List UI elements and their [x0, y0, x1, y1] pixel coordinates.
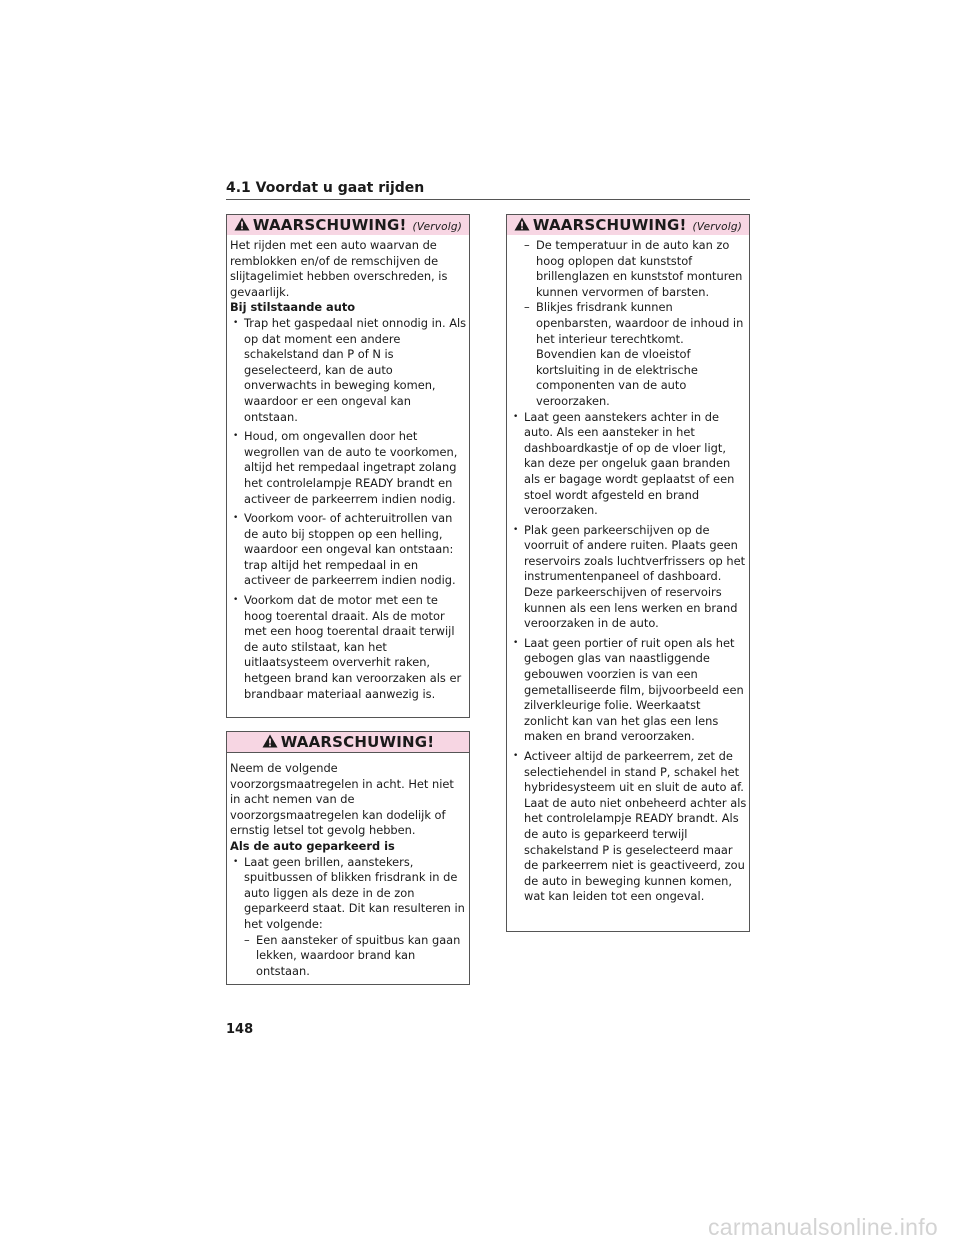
bullet-item: • Voorkom dat de motor met een te hoog toerental draait. Als de motor met een hoog toerental draait terwijl de auto stilstaat, kan het uitlaatsysteem oververhit raken, hetgeen brand kan veroorzaken als er brandbaar materiaal aanwezig is. [230, 593, 467, 702]
subheading: Als de auto geparkeerd is [230, 838, 395, 853]
bullet-item: • Laat geen portier of ruit open als het gebogen glas van naastliggende gebouwen voorzien is van een gemetalliseerde film, bijvoorbeeld een zilverkleurige folie. Weerkaatst zonlicht kan van het glas een lens maken en brand veroorzaken. [510, 636, 747, 745]
warning-box-continued-left [226, 214, 470, 718]
bullet-item: • Laat geen aanstekers achter in de auto. Als een aansteker in het dashboardkastje of op de vloer ligt, kan deze per ongeluk gaan branden als er bagage wordt geplaatst of een stoel wordt afgesteld en brand veroorzaken. [510, 410, 747, 519]
warning-header [507, 215, 749, 235]
bullet-item: • Laat geen brillen, aanstekers, spuitbussen of blikken frisdrank in de auto liggen als deze in de zon geparkeerd staat. Dit kan resulteren in het volgende: [230, 855, 467, 933]
section-header: 4.1 Voordat u gaat rijden [226, 180, 750, 200]
warning-header [227, 215, 469, 235]
bullet-item: • Voorkom voor- of achteruitrollen van de auto bij stoppen op een helling, waardoor een ongeval kan ontstaan: trap altijd het rempedaal in en activeer de parkeerrem indien nodig. [230, 511, 467, 589]
bullet-item: • Plak geen parkeerschijven op de voorruit of andere ruiten. Plaats geen reservoirs zoals luchtverfrissers op het instrumentenpaneel of dashboard. Deze parkeerschijven of reservoirs kunnen als een lens werken en brand veroorzaken in de auto. [510, 523, 747, 632]
continued-label: (Vervolg) [412, 221, 463, 233]
watermark: carmanualsonline.info [707, 1214, 938, 1240]
warning-title: WAARSCHUWING! [532, 216, 687, 234]
continued-label: (Vervolg) [692, 221, 743, 233]
warning-triangle-icon [514, 217, 530, 231]
warning-title: WAARSCHUWING! [280, 733, 435, 751]
warning-box-parked [226, 731, 470, 985]
dash-item: – De temperatuur in de auto kan zo hoog oplopen dat kunststof brillenglazen en kunststof monturen kunnen vervormen of barsten. [510, 238, 747, 300]
bullet-item: • Trap het gaspedaal niet onnodig in. Als op dat moment een andere schakelstand dan P of N is geselecteerd, kan de auto onverwachts in beweging komen, waardoor er een ongeval kan ontstaan. [230, 316, 467, 425]
warning-box-continued-right [506, 214, 750, 932]
intro-text: Neem de volgende voorzorgsmaatregelen in acht. Het niet in acht nemen van de voorzorgsmaatregelen kan dodelijk of ernstig letsel tot gevolg hebben. [230, 761, 454, 838]
page-number: 148 [226, 1022, 254, 1037]
intro-text: Het rijden met een auto waarvan de remblokken en/of de remschijven de slijtagelimiet hebben overschreden, is gevaarlijk. [230, 238, 448, 299]
bullet-item: • Activeer altijd de parkeerrem, zet de selectiehendel in stand P, schakel het hybridesysteem uit en sluit de auto af. Laat de auto niet onbeheerd achter als het controlelampje READY brandt. Als de auto is geparkeerd terwijl schakelstand P is geselecteerd maar de parkeerrem niet is geactiveerd, zou de auto in beweging kunnen komen, wat kan leiden tot een ongeval. [510, 749, 747, 905]
warning-triangle-icon [234, 217, 250, 231]
warning-body [227, 235, 469, 702]
bullet-item: • Houd, om ongevallen door het wegrollen van de auto te voorkomen, altijd het rempedaal ingetrapt zolang het controlelampje READY brandt en activeer de parkeerrem indien nodig. [230, 429, 467, 507]
warning-title: WAARSCHUWING! [252, 216, 407, 234]
dash-item: – Een aansteker of spuitbus kan gaan lekken, waardoor brand kan ontstaan. [230, 933, 467, 980]
warning-triangle-icon [262, 734, 278, 748]
subheading: Bij stilstaande auto [230, 300, 356, 315]
warning-body [507, 235, 749, 905]
dash-item: – Blikjes frisdrank kunnen openbarsten, waardoor de inhoud in het interieur terechtkomt. Bovendien kan de vloeistof kortsluiting in de elektrische componenten van de auto veroorzaken. [510, 300, 747, 409]
warning-header [227, 732, 469, 753]
warning-body [227, 753, 469, 979]
